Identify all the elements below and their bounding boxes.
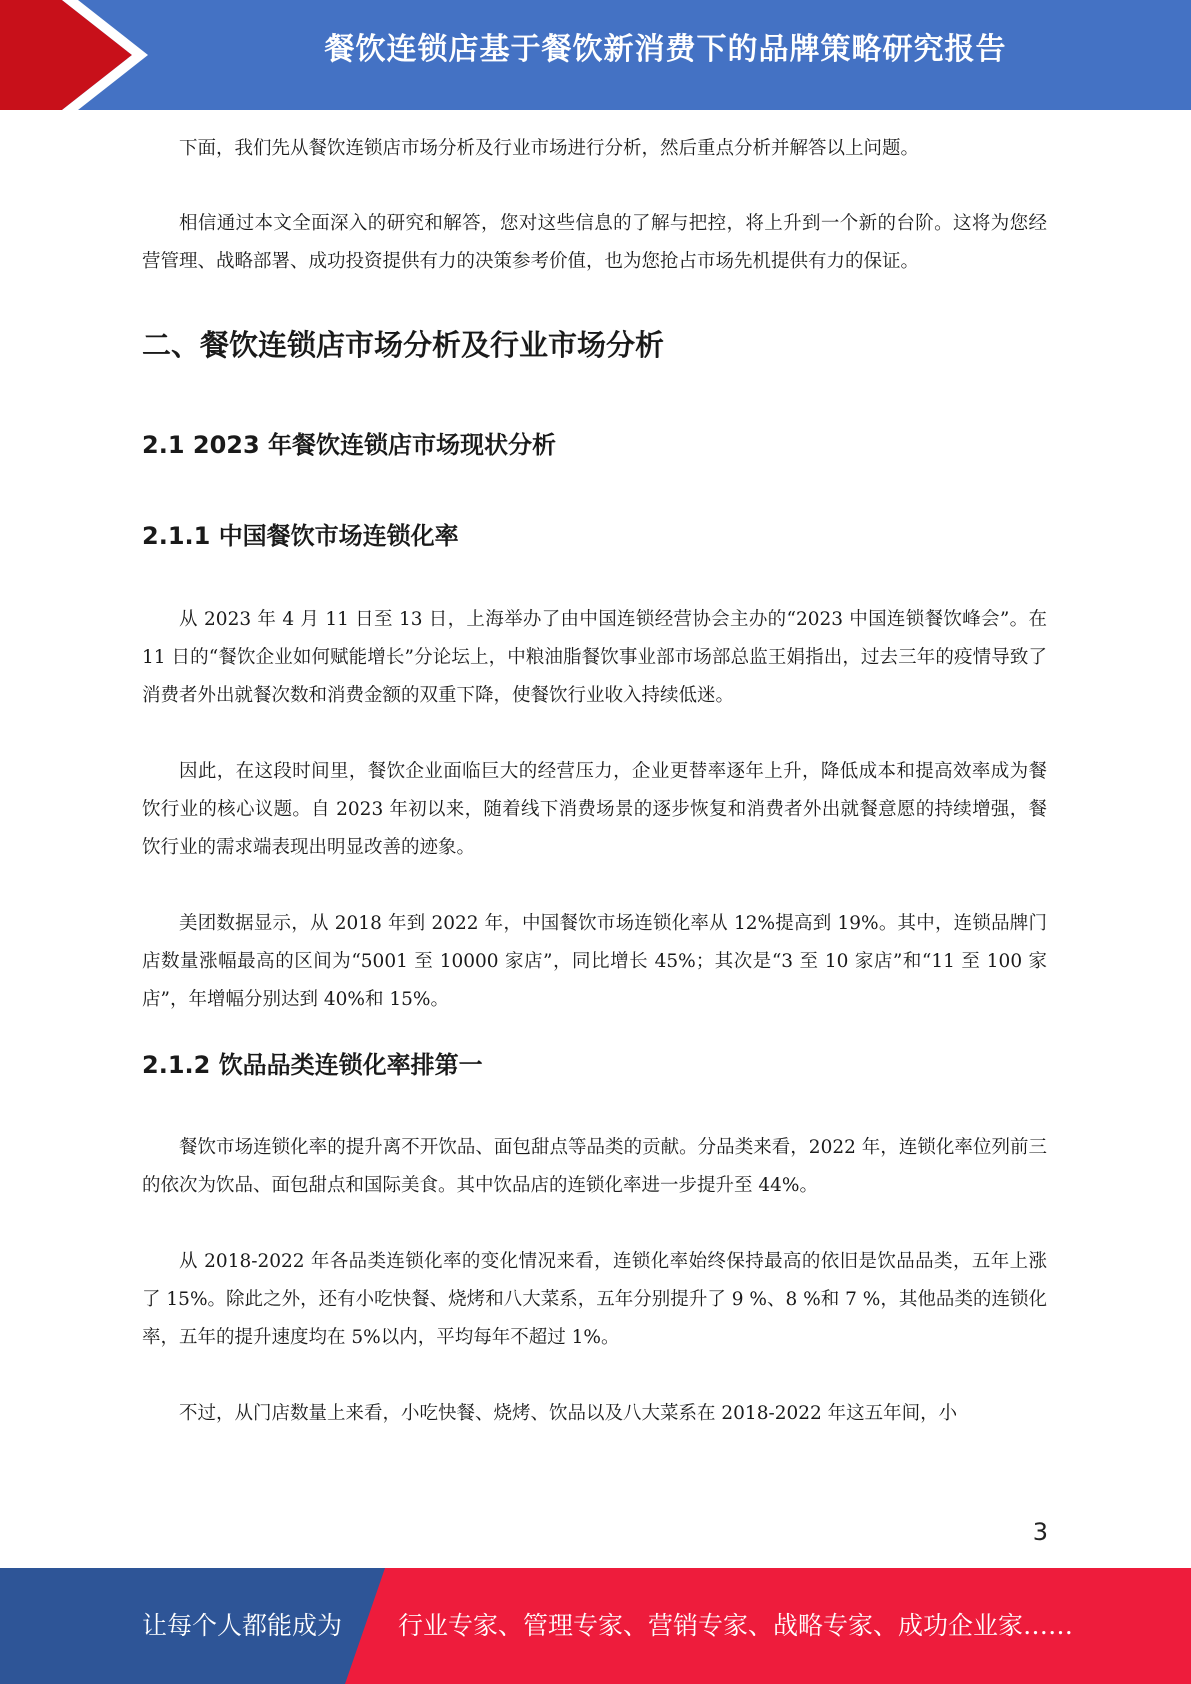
paragraph-category-trend: 从 2018-2022 年各品类连锁化率的变化情况来看，连锁化率始终保持最高的依旧是饮品品类，五年上涨了 15%。除此之外，还有小吃快餐、烧烤和八大菜系，五年分别提升了 9 %、8 %和 7 %，其他品类的连锁化率，五年的提升速度均在 5%以内，平均每年不超过 1%。 [142, 1251, 1047, 1348]
paragraph-value: 相信通过本文全面深入的研究和解答，您对这些信息的了解与把控，将上升到一个新的台阶。这将为您经营管理、战略部署、成功投资提供有力的决策参考价值，也为您抢占市场先机提供有力的保证。 [142, 213, 1047, 272]
page-footer [0, 1568, 1191, 1684]
paragraph-pressure: 因此，在这段时间里，餐饮企业面临巨大的经营压力，企业更替率逐年上升，降低成本和提高效率成为餐饮行业的核心议题。自 2023 年初以来，随着线下消费场景的逐步恢复和消费者外出就餐意愿的持续增强，餐饮行业的需求端表现出明显改善的迹象。 [142, 761, 1047, 858]
header-title: 餐饮连锁店基于餐饮新消费下的品牌策略研究报告 [324, 32, 1007, 67]
page-number: 3 [1032, 1518, 1048, 1546]
section-heading: 二、餐饮连锁店市场分析及行业市场分析 [142, 328, 665, 362]
paragraph-store-count: 不过，从门店数量上来看，小吃快餐、烧烤、饮品以及八大菜系在 2018-2022 年这五年间，小 [179, 1403, 958, 1424]
subsubsection-heading-drinks: 2.1.2 饮品品类连锁化率排第一 [142, 1051, 483, 1079]
paragraph-intro: 下面，我们先从餐饮连锁店市场分析及行业市场进行分析，然后重点分析并解答以上问题。 [179, 138, 920, 159]
paragraph-summit: 从 2023 年 4 月 11 日至 13 日，上海举办了由中国连锁经营协会主办的“2023 中国连锁餐饮峰会”。在 11 日的“餐饮企业如何赋能增长”分论坛上，中粮油脂餐饮事业部市场部总监王娟指出，过去三年的疫情导致了消费者外出就餐次数和消费金额的双重下降，使餐饮行业收入持续低迷。 [142, 609, 1047, 706]
subsection-heading: 2.1 2023 年餐饮连锁店市场现状分析 [142, 431, 557, 459]
page-header [0, 0, 1191, 110]
footer-slogan-left: 让每个人都能成为 [142, 1611, 343, 1640]
footer-slogan-right: 行业专家、管理专家、营销专家、战略专家、成功企业家…… [398, 1611, 1074, 1640]
report-body [142, 130, 1047, 1433]
paragraph-category-contribution: 餐饮市场连锁化率的提升离不开饮品、面包甜点等品类的贡献。分品类来看，2022 年，连锁化率位列前三的依次为饮品、面包甜点和国际美食。其中饮品店的连锁化率进一步提升至 44%。 [142, 1137, 1047, 1196]
subsubsection-heading-chain-rate: 2.1.1 中国餐饮市场连锁化率 [142, 522, 459, 550]
header-arrow-graphic [0, 0, 150, 110]
paragraph-meituan-data: 美团数据显示，从 2018 年到 2022 年，中国餐饮市场连锁化率从 12%提高到 19%。其中，连锁品牌门店数量涨幅最高的区间为“5001 至 10000 家店”，同比增长 45%；其次是“3 至 10 家店”和“11 至 100 家店”，年增幅分别达到 40%和 15%。 [142, 913, 1047, 1010]
